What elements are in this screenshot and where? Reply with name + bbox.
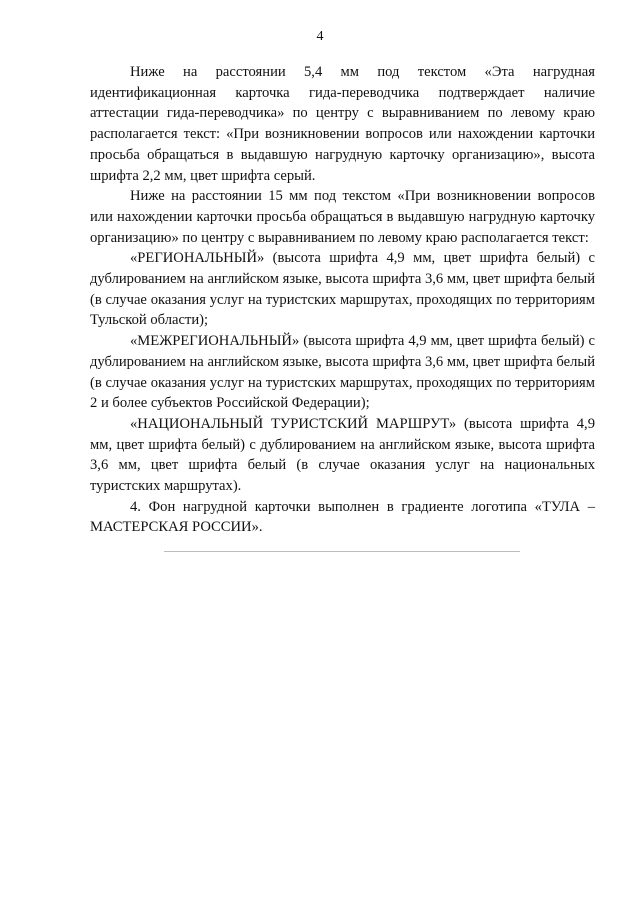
paragraph-badge-contact-text: Ниже на расстоянии 5,4 мм под текстом «Эта нагрудная идентификационная карточка гида-переводчика подтверждает наличие аттестации гида-переводчика» по центру с выравниванием по левому краю располагается текст: «При возникновении вопросов или нахождении карточки просьба обращаться в выдавшую нагрудную карточку организацию», высота шрифта 2,2 мм, цвет шрифта серый.: [90, 64, 595, 184]
paragraph-interregional: «МЕЖРЕГИОНАЛЬНЫЙ» (высота шрифта 4,9 мм, цвет шрифта белый) с дублированием на английском языке, высота шрифта 3,6 мм, цвет шрифта белый (в случае оказания услуг на туристских маршрутах, проходящих по территориям 2 и более субъектов Российской Федерации);: [90, 333, 595, 412]
page-number: 4: [316, 29, 324, 44]
end-divider: [164, 551, 520, 552]
paragraph-national-route: «НАЦИОНАЛЬНЫЙ ТУРИСТСКИЙ МАРШРУТ» (высота шрифта 4,9 мм, цвет шрифта белый) с дублированием на английском языке, высота шрифта 3,6 мм, цвет шрифта белый (в случае оказания услуг на национальных туристских маршрутах).: [90, 415, 595, 495]
paragraph-category-intro: Ниже на расстоянии 15 мм под текстом «При возникновении вопросов или нахождении карточки просьба обращаться в выдавшую нагрудную карточку организацию» по центру с выравниванием по левому краю располагается текст:: [90, 188, 595, 246]
document-body: [90, 62, 595, 538]
paragraph-regional: «РЕГИОНАЛЬНЫЙ» (высота шрифта 4,9 мм, цвет шрифта белый) с дублированием на английском языке, высота шрифта 3,6 мм, цвет шрифта белый (в случае оказания услуг на туристских маршрутах, проходящих по территориям Тульской области);: [90, 250, 595, 329]
paragraph-background-gradient: 4. Фон нагрудной карточки выполнен в градиенте логотипа «ТУЛА – МАСТЕРСКАЯ РОССИИ».: [90, 498, 595, 536]
